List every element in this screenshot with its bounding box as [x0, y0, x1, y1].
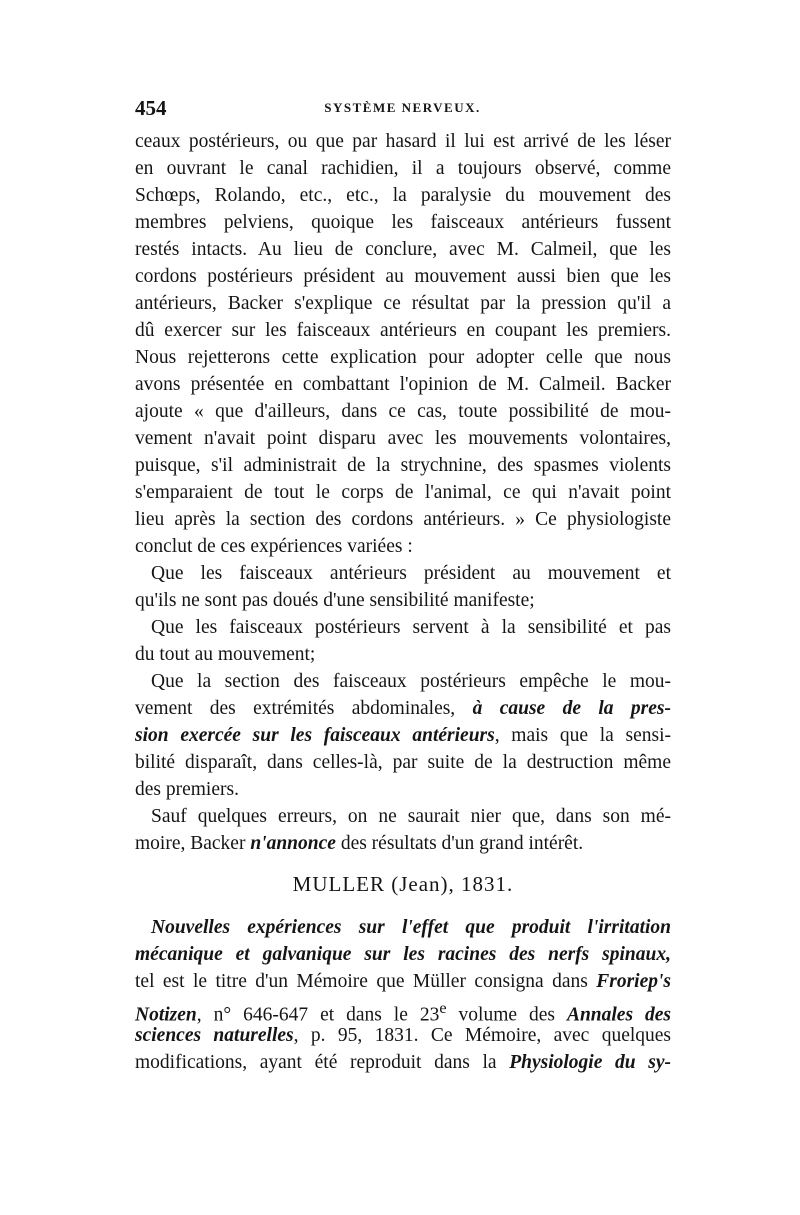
- emphasis-text: Notizen: [135, 1004, 197, 1026]
- text-line: [135, 995, 671, 1026]
- text-line: [135, 968, 671, 995]
- text-line: ajoute « que d'ailleurs, dans ce cas, toute possibilité de mou-: [135, 401, 671, 422]
- text-line: [135, 941, 671, 968]
- text-line: qu'ils ne sont pas doués d'une sensibilité manifeste;: [135, 590, 535, 611]
- text-line: dû exercer sur les faisceaux antérieurs en coupant les premiers.: [135, 320, 671, 341]
- emphasis-text: à cause de la pres-: [472, 698, 671, 719]
- superscript: e: [439, 999, 447, 1017]
- emphasis-text: Froriep's: [596, 971, 671, 992]
- emphasis-text: sciences naturelles: [135, 1025, 294, 1046]
- text-line: Que les faisceaux postérieurs servent à la sensibilité et pas: [151, 617, 671, 638]
- emphasis-text: sion exercée sur les faisceaux antérieurs: [135, 725, 495, 746]
- text-line: puisque, s'il administrait de la strychnine, des spasmes violents: [135, 455, 671, 476]
- text-line: en ouvrant le canal rachidien, il a toujours observé, comme: [135, 158, 671, 179]
- text-line: lieu après la section des cordons antérieurs. » Ce physiologiste: [135, 509, 671, 530]
- text-line: [135, 914, 671, 941]
- emphasis-text: Physiologie du sy-: [509, 1052, 671, 1073]
- text-fragment: volume des: [446, 1004, 567, 1026]
- emphasis-text: Nouvelles expériences sur l'effet que produit l'irritation: [151, 917, 671, 938]
- text-fragment: vement des extrémités abdominales,: [135, 698, 473, 719]
- text-line: ceaux postérieurs, ou que par hasard il lui est arrivé de les léser: [135, 131, 671, 152]
- text-line: du tout au mouvement;: [135, 644, 316, 665]
- text-line: des premiers.: [135, 779, 239, 800]
- text-line: conclut de ces expériences variées :: [135, 536, 413, 557]
- text-line: avons présentée en combattant l'opinion de M. Calmeil. Backer: [135, 374, 671, 395]
- text-line: Sauf quelques erreurs, on ne saurait nier que, dans son mé-: [151, 806, 671, 827]
- text-line: vement n'avait point disparu avec les mouvements volontaires,: [135, 428, 671, 449]
- running-title: SYSTÈME NERVEUX.: [324, 100, 481, 115]
- page-header: [135, 96, 670, 122]
- text-line: membres pelviens, quoique les faisceaux antérieurs fussent: [135, 212, 671, 233]
- text-fragment: , mais que la sensi-: [494, 725, 671, 746]
- text-line: [135, 695, 671, 722]
- text-line: [135, 722, 671, 749]
- section-heading: MULLER (Jean), 1831.: [292, 872, 514, 896]
- text-line: Nous rejetterons cette explication pour adopter celle que nous: [135, 347, 671, 368]
- text-fragment: , n° 646-647 et dans le 23: [196, 1004, 440, 1026]
- text-line: restés intacts. Au lieu de conclure, avec M. Calmeil, que les: [135, 239, 671, 260]
- text-fragment: tel est le titre d'un Mémoire que Müller consigna dans: [135, 971, 597, 992]
- text-line: Que la section des faisceaux postérieurs empêche le mou-: [151, 671, 671, 692]
- text-line: Que les faisceaux antérieurs président au mouvement et: [151, 563, 671, 584]
- text-fragment: des résultats d'un grand intérêt.: [335, 833, 584, 854]
- body-text-middle: [135, 560, 671, 857]
- text-fragment: , p. 95, 1831. Ce Mémoire, avec quelques: [293, 1025, 672, 1046]
- emphasis-text: Annales des: [566, 1004, 671, 1026]
- text-line: s'emparaient de tout le corps de l'animal, ce qui n'avait point: [135, 482, 671, 503]
- text-line: antérieurs, Backer s'explique ce résultat par la pression qu'il a: [135, 293, 671, 314]
- page-number: 454: [135, 96, 167, 120]
- text-fragment: moire, Backer: [135, 833, 251, 854]
- text-line: [135, 830, 671, 857]
- text-line: bilité disparaît, dans celles-là, par suite de la destruction même: [135, 752, 671, 773]
- body-text-bottom: [135, 914, 671, 1076]
- text-line: Schœps, Rolando, etc., etc., la paralysie du mouvement des: [135, 185, 671, 206]
- text-line: [135, 1022, 671, 1049]
- text-line: [135, 1049, 671, 1076]
- text-fragment: modifications, ayant été reproduit dans la: [135, 1052, 510, 1073]
- emphasis-text: n'annonce: [250, 833, 336, 854]
- text-line: cordons postérieurs président au mouvement aussi bien que les: [135, 266, 671, 287]
- emphasis-text: mécanique et galvanique sur les racines des nerfs spinaux,: [135, 944, 671, 965]
